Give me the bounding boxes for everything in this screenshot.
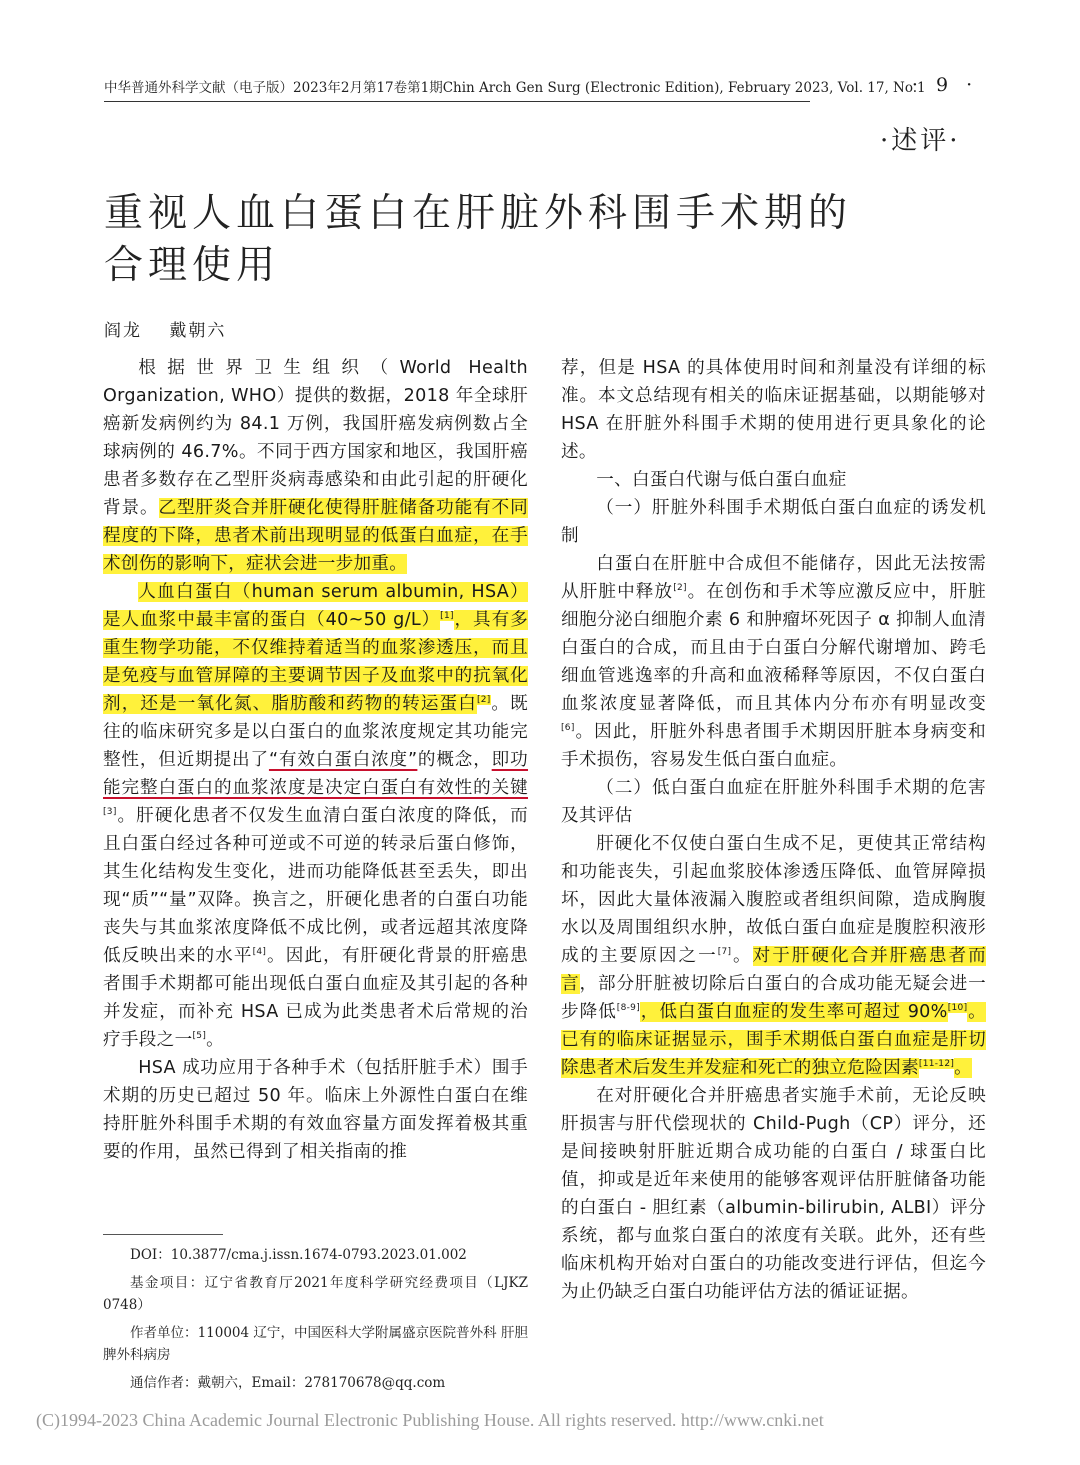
ph-highlight-4: 。 <box>954 1058 973 1078</box>
citation: [5] <box>192 1031 207 1042</box>
p1-text: 根据世界卫生组织（World Health Organization, WHO）提供的数据，2018 年全球肝癌新发病例约为 84.1 万例，我国肝癌发病例数占全球病例的 46.7%。不同于西方国家和地区，我国肝癌患者多数存在乙型肝炎病毒感染和由此引起的肝硬化背景。 <box>103 358 528 518</box>
authors <box>104 316 246 341</box>
p2-text-b: 。既往的临床研究多是以白蛋白的血浆浓度规定其功能完整性，但近期提出了 <box>103 694 528 770</box>
ph-text-b: 。 <box>731 946 753 966</box>
footnote-fund: 基金项目：辽宁省教育厅2021年度科学研究经费项目（LJKZ 0748） <box>103 1275 528 1313</box>
footnote-corresponding: 通信作者：戴朝六，Email：278170678@qq.com <box>130 1375 446 1391</box>
citation: [11-12] <box>918 1059 955 1070</box>
header-rule <box>104 101 810 102</box>
p2-underline-2: 即功能完整白蛋白的血浆浓度是决定白蛋白有效性的关键 <box>103 750 529 798</box>
title-line-1: 重视人血白蛋白在肝脏外科围手术期的 <box>104 191 853 236</box>
p2-text-c: 的概念， <box>417 750 492 770</box>
title-line-2: 合理使用 <box>104 243 281 288</box>
ph-highlight-1: 对于肝硬化合并肝癌患者而言 <box>561 946 986 994</box>
left-column <box>103 354 528 1166</box>
p2-highlight-2: ，具有多重生物学功能，不仅维持着适当的血浆渗透压，而且是免疫与血管屏障的主要调节因子及血浆中的抗氧化剂，还是一氧化氮、脂肪酸和药物的转运蛋白 <box>103 610 529 714</box>
citation: [3] <box>103 807 117 818</box>
author-1: 阎龙 <box>104 321 142 341</box>
section-tag: ·述评· <box>880 126 961 156</box>
p2-underline-1: “有效白蛋白浓度” <box>268 750 418 770</box>
footnote-doi: DOI：10.3877/cma.j.issn.1674-0793.2023.01.002 <box>130 1247 467 1263</box>
paragraph-assessment: 在对肝硬化合并肝癌患者实施手术前，无论反映肝损害与肝代偿现状的 Child-Pugh（CP）评分，还是间接映射肝脏近期合成功能的白蛋白 / 球蛋白比值，抑或是近年来使用的能够客观评估肝脏储备功能的白蛋白 - 胆红素（albumin-bilirubin, ALBI）评分系统，都与血浆白蛋白的浓度有关联。此外，还有些临床机构开始对白蛋白的功能改变进行评估，但迄今为止仍缺乏白蛋白功能评估方法的循证证据。 <box>561 1086 986 1302</box>
pm-text-a: 白蛋白在肝脏中合成但不能储存，因此无法按需从肝脏中释放 <box>561 554 986 602</box>
subsection-heading-2: （二）低白蛋白血症在肝脏外科围手术期的危害及其评估 <box>561 778 986 826</box>
ph-highlight-2: ，低白蛋白血症的发生率可超过 90% <box>640 1002 948 1022</box>
subsection-heading-1: （一）肝脏外科围手术期低白蛋白血症的诱发机制 <box>561 498 986 546</box>
ph-text-a: 肝硬化不仅使白蛋白生成不足，更使其正常结构和功能丧失，引起血浆胶体渗透压降低、血管屏障损坏，因此大量体液漏入腹腔或者组织间隙，造成胸腹水以及周围组织水肿，故低白蛋白血症是腹腔积液形成的主要原因之一 <box>561 834 986 966</box>
footnote-affiliation: 作者单位：110004 辽宁，中国医科大学附属盛京医院普外科 肝胆脾外科病房 <box>103 1325 528 1363</box>
paragraph-harm <box>561 830 986 1082</box>
footnotes <box>103 1244 528 1400</box>
copyright-watermark: (C)1994-2023 China Academic Journal Electronic Publishing House. All rights reserved. http://www.cnki.net <box>36 1410 824 1430</box>
journal-header: 中华普通外科学文献（电子版）2023年2月第17卷第1期Chin Arch Gen Surg (Electronic Edition), February 2023, Vol. 17, No.1 <box>104 80 926 96</box>
p2-text-e: 。因此，有肝硬化背景的肝癌患者围手术期都可能出现低白蛋白血症及其引起的各种并发症，而补充 HSA 已成为此类患者术后常规的治疗手段之一 <box>103 946 528 1050</box>
page-number: · 9 · <box>911 74 979 96</box>
citation: [6] <box>561 723 575 734</box>
p2-highlight-1: 人血白蛋白（human serum albumin, HSA）是人血浆中最丰富的蛋白（40~50 g/L） <box>103 582 528 630</box>
paragraph-2 <box>103 578 528 1054</box>
citation: [1] <box>440 611 454 622</box>
citation: [10] <box>947 1003 968 1014</box>
citation: [2] <box>476 695 491 706</box>
paragraph-mechanism <box>561 550 986 774</box>
citation: [4] <box>252 947 267 958</box>
citation: [7] <box>717 947 732 958</box>
citation: [2] <box>673 583 687 594</box>
paragraph-continued: 荐，但是 HSA 的具体使用时间和剂量没有详细的标准。本文总结现有相关的临床证据基础，以期能够对 HSA 在肝脏外科围手术期的使用进行更具象化的论述。 <box>561 358 986 462</box>
p1-highlight: 乙型肝炎合并肝硬化使得肝脏储备功能有不同程度的下降，患者术前出现明显的低蛋白血症，在手术创伤的影响下，症状会进一步加重。 <box>103 498 528 574</box>
p2-text-d: 。肝硬化患者不仅发生血清白蛋白浓度的降低，而且白蛋白经过各种可逆或不可逆的转录后蛋白修饰，其生化结构发生变化，进而功能降低甚至丢失，即出现“质”“量”双降。换言之，肝硬化患者的白蛋白功能丧失与其血浆浓度降低不成比例，或者远超其浓度降低反映出来的水平 <box>103 806 528 966</box>
right-column <box>561 354 986 1306</box>
paragraph-1 <box>103 354 528 578</box>
pm-text-b: 。在创伤和手术等应激反应中，肝脏细胞分泌白细胞介素 6 和肿瘤坏死因子 α 抑制人血清白蛋白的合成，而且由于白蛋白分解代谢增加、跨毛细血管逃逸率的升高和血液稀释等原因，不仅白蛋白血浆浓度显著降低，而且其体内分布亦有明显改变 <box>561 582 986 714</box>
paragraph-3: HSA 成功应用于各种手术（包括肝脏手术）围手术期的历史已超过 50 年。临床上外源性白蛋白在维持肝脏外科围手术期的有效血容量方面发挥着极其重要的作用，虽然已得到了相关指南的推 <box>103 1058 528 1162</box>
p2-text-f: 。 <box>206 1030 225 1050</box>
ph-text-c: ，部分肝脏被切除后白蛋白的合成功能无疑会进一步降低 <box>561 974 986 1022</box>
article-title <box>104 188 864 292</box>
pm-text-c: 。因此，肝脏外科患者围手术期因肝脏本身病变和手术损伤，容易发生低白蛋白血症。 <box>561 722 986 770</box>
author-2: 戴朝六 <box>169 321 227 341</box>
ph-highlight-3: 。已有的临床证据显示，围手术期低白蛋白血症是肝切除患者术后发生并发症和死亡的独立危险因素 <box>561 1002 986 1078</box>
footnote-rule <box>103 1234 223 1235</box>
section-heading-1: 一、白蛋白代谢与低白蛋白血症 <box>596 470 847 490</box>
citation: [8-9] <box>616 1003 641 1014</box>
